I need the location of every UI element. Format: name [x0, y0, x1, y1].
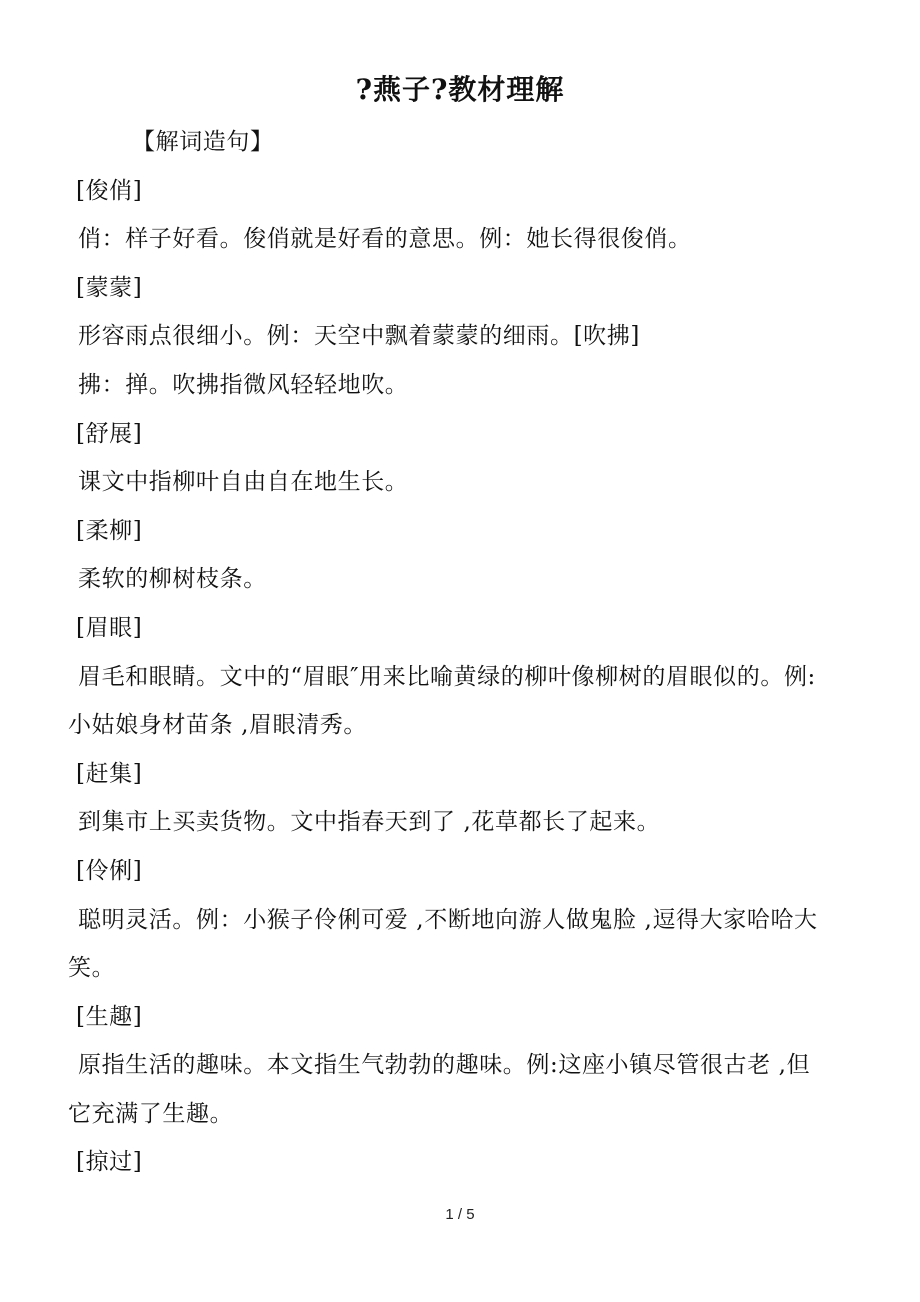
term-heading: [掠过] [76, 1149, 143, 1176]
definition-text: 聪明灵活。例：小猴子伶俐可爱 ,不断地向游人做鬼脸 ,逗得大家哈哈大 [78, 906, 818, 933]
page-number: 1 / 5 [445, 1206, 475, 1223]
term-heading: [眉眼] [76, 614, 143, 641]
definition-text: 形容雨点很细小。例：天空中飘着蒙蒙的细雨。[吹拂] [78, 323, 640, 350]
term-heading: [俊俏] [76, 177, 143, 204]
document-body [68, 118, 868, 1187]
definition-text: 俏：样子好看。俊俏就是好看的意思。例：她长得很俊俏。 [78, 226, 692, 253]
definition-text: 拂：掸。吹拂指微风轻轻地吹。 [78, 371, 409, 398]
definition-text: 课文中指柳叶自由自在地生长。 [78, 469, 409, 496]
definition-continuation: 它充满了生趣。 [68, 1100, 234, 1127]
term-heading: [赶集] [76, 760, 143, 787]
section-heading: 【解词造句】 [132, 129, 274, 155]
term-heading: [柔柳] [76, 517, 143, 544]
term-heading: [舒展] [76, 420, 143, 447]
definition-continuation: 小姑娘身材苗条 ,眉眼清秀。 [68, 712, 368, 739]
definition-text: 柔软的柳树枝条。 [78, 566, 267, 593]
term-heading: [伶俐] [76, 857, 143, 884]
definition-text: 眉毛和眼睛。文中的“眉眼″用来比喻黄绿的柳叶像柳树的眉眼似的。例: [78, 663, 816, 690]
entry-list [68, 167, 868, 1187]
document-title: ?燕子?教材理解 [355, 73, 565, 106]
definition-text: 原指生活的趣味。本文指生气勃勃的趣味。例:这座小镇尽管很古老 ,但 [78, 1052, 811, 1079]
definition-continuation: 笑。 [68, 955, 116, 982]
term-heading: [生趣] [76, 1003, 143, 1030]
term-heading: [蒙蒙] [76, 274, 143, 301]
definition-text: 到集市上买卖货物。文中指春天到了 ,花草都长了起来。 [78, 809, 661, 836]
